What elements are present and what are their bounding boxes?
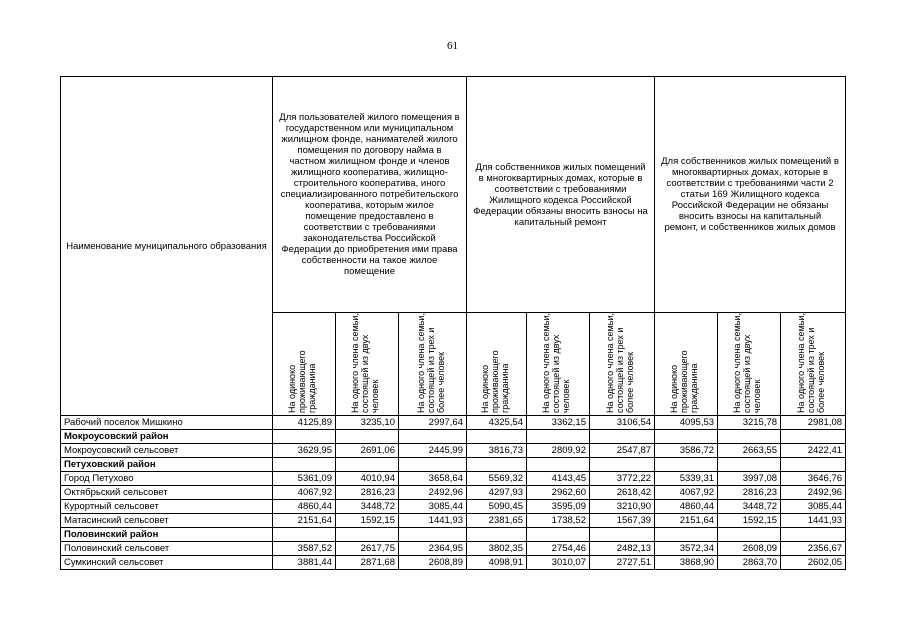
value-cell: 3997,08 [718,472,781,486]
value-cell [718,528,781,542]
value-cell: 2962,60 [527,486,590,500]
value-cell [336,430,399,444]
subheader-cell [273,313,336,416]
value-cell [399,458,467,472]
value-cell: 3586,72 [655,444,718,458]
page-number: 61 [447,40,458,52]
region-row [61,528,846,542]
table-row [61,500,846,514]
value-cell [399,528,467,542]
value-cell: 2981,08 [781,416,846,430]
region-row [61,430,846,444]
value-cell: 3448,72 [336,500,399,514]
subheader-cell [590,313,655,416]
value-cell: 3106,54 [590,416,655,430]
table-row [61,486,846,500]
value-cell: 4067,92 [273,486,336,500]
subheader-label: На одиноко проживающего гражданина [479,350,510,413]
name-column-header: Наименование муниципального образования [61,77,273,416]
group-header-row [61,77,846,313]
value-cell [527,528,590,542]
region-name: Половинский район [61,528,273,542]
value-cell: 3658,64 [399,472,467,486]
value-cell: 4010,94 [336,472,399,486]
table-row [61,542,846,556]
value-cell: 3448,72 [718,500,781,514]
subheader-label: На одного члена семьи, состоящей из трех и более человек [796,313,827,413]
table-row [61,514,846,528]
value-cell: 3085,44 [399,500,467,514]
value-cell: 1441,93 [399,514,467,528]
value-cell: 2445,99 [399,444,467,458]
region-name: Мокроусовский район [61,430,273,444]
value-cell: 3587,52 [273,542,336,556]
value-cell: 2871,68 [336,556,399,570]
value-cell: 2492,96 [781,486,846,500]
value-cell: 3215,78 [718,416,781,430]
value-cell [336,458,399,472]
value-cell: 2816,23 [336,486,399,500]
value-cell [467,528,527,542]
value-cell: 1441,93 [781,514,846,528]
value-cell: 2997,64 [399,416,467,430]
value-cell: 2608,09 [718,542,781,556]
region-row [61,458,846,472]
value-cell: 2151,64 [273,514,336,528]
value-cell: 2381,65 [467,514,527,528]
value-cell [467,458,527,472]
value-cell: 3085,44 [781,500,846,514]
value-cell [527,430,590,444]
value-cell: 1592,15 [336,514,399,528]
subsistence-table [60,76,846,570]
subheader-label: На одиноко проживающего гражданина [287,350,317,413]
value-cell: 1592,15 [718,514,781,528]
value-cell: 2422,41 [781,444,846,458]
value-cell [655,458,718,472]
value-cell [718,458,781,472]
value-cell: 5090,45 [467,500,527,514]
value-cell [781,430,846,444]
value-cell: 3572,34 [655,542,718,556]
value-cell: 4098,91 [467,556,527,570]
subheader-label: На одного члена семьи, состоящей из двух человек [732,313,763,413]
value-cell: 2482,13 [590,542,655,556]
value-cell: 3210,90 [590,500,655,514]
group-header-tenants: Для пользователей жилого помещения в государственном или муниципальном жилищном фонде, нанимателей жилого помещения по договору найма в частном жилищном фонде и членов жилищного кооператива, жилищно-строительного кооператива, иного специализированного потребительского кооператива, которым жилое помещение предоставлено в соответствии с требованиями законодательства Российской Федерации до приобретения ими права собственности на такое жилое помещение [273,77,467,313]
value-cell: 2863,70 [718,556,781,570]
subheader-cell [467,313,527,416]
value-cell: 1567,39 [590,514,655,528]
value-cell: 2617,75 [336,542,399,556]
municipality-name: Матасинский сельсовет [61,514,273,528]
value-cell: 4125,89 [273,416,336,430]
value-cell: 4297,93 [467,486,527,500]
group-header-owners-exempt: Для собственников жилых помещений в многоквартирных домах, которые в соответствии с требованиями части 2 статьи 169 Жилищного кодекса Российской Федерации не обязаны вносить взносы на капитальный ремонт, и собственников жилых домов [655,77,846,313]
subheader-cell [655,313,718,416]
value-cell [527,458,590,472]
value-cell: 2727,51 [590,556,655,570]
value-cell: 2356,67 [781,542,846,556]
region-name: Петуховский район [61,458,273,472]
municipality-name: Половинский сельсовет [61,542,273,556]
subheader-label: На одного члена семьи, состоящей из трех и более человек [415,313,446,413]
value-cell [718,430,781,444]
subheader-cell [527,313,590,416]
table-body [61,416,846,570]
value-cell [655,430,718,444]
subheader-label: На одного члена семьи, состоящей из двух человек [541,313,571,413]
group-header-owners-obliged: Для собственников жилых помещений в многоквартирных домах, которые в соответствии с требованиями Жилищного кодекса Российской Федерации обязаны вносить взносы на капитальный ремонт [467,77,655,313]
value-cell: 3802,35 [467,542,527,556]
value-cell: 3235,10 [336,416,399,430]
value-cell [273,430,336,444]
municipality-name: Город Петухово [61,472,273,486]
subheader-label: На одного члена семьи, состоящей из трех и более человек [605,313,636,413]
value-cell [467,430,527,444]
subheader-label: На одиноко проживающего гражданина [669,350,700,413]
value-cell [781,458,846,472]
value-cell: 2809,92 [527,444,590,458]
value-cell: 4325,54 [467,416,527,430]
table-row [61,472,846,486]
subheader-cell [336,313,399,416]
value-cell: 3629,95 [273,444,336,458]
value-cell: 2364,95 [399,542,467,556]
value-cell: 3868,90 [655,556,718,570]
value-cell: 3362,15 [527,416,590,430]
value-cell: 2608,89 [399,556,467,570]
value-cell: 2618,42 [590,486,655,500]
municipality-name: Сумкинский сельсовет [61,556,273,570]
value-cell: 1738,52 [527,514,590,528]
value-cell: 2492,96 [399,486,467,500]
subheader-cell [718,313,781,416]
value-cell: 4860,44 [655,500,718,514]
value-cell: 4095,53 [655,416,718,430]
municipality-name: Курортный сельсовет [61,500,273,514]
table-row [61,556,846,570]
table-row [61,444,846,458]
value-cell: 2663,55 [718,444,781,458]
value-cell: 5361,09 [273,472,336,486]
value-cell [336,528,399,542]
value-cell: 2754,46 [527,542,590,556]
table-row [61,416,846,430]
municipality-name: Октябрьский сельсовет [61,486,273,500]
value-cell: 4143,45 [527,472,590,486]
municipality-name: Рабочий поселок Мишкино [61,416,273,430]
value-cell [273,528,336,542]
value-cell: 3881,44 [273,556,336,570]
value-cell: 3595,09 [527,500,590,514]
value-cell: 3772,22 [590,472,655,486]
value-cell [273,458,336,472]
value-cell [655,528,718,542]
subheader-label: На одного члена семьи, состоящей из двух человек [350,313,380,413]
value-cell: 3816,73 [467,444,527,458]
municipality-name: Мокроусовский сельсовет [61,444,273,458]
value-cell: 5569,32 [467,472,527,486]
value-cell: 2691,06 [336,444,399,458]
value-cell: 3010,07 [527,556,590,570]
value-cell: 2547,87 [590,444,655,458]
value-cell [781,528,846,542]
value-cell: 5339,31 [655,472,718,486]
value-cell [399,430,467,444]
value-cell: 2602,05 [781,556,846,570]
value-cell [590,458,655,472]
value-cell [590,528,655,542]
value-cell: 2151,64 [655,514,718,528]
subheader-cell [399,313,467,416]
value-cell: 4067,92 [655,486,718,500]
value-cell: 4860,44 [273,500,336,514]
subheader-cell [781,313,846,416]
value-cell [590,430,655,444]
value-cell: 3646,76 [781,472,846,486]
value-cell: 2816,23 [718,486,781,500]
